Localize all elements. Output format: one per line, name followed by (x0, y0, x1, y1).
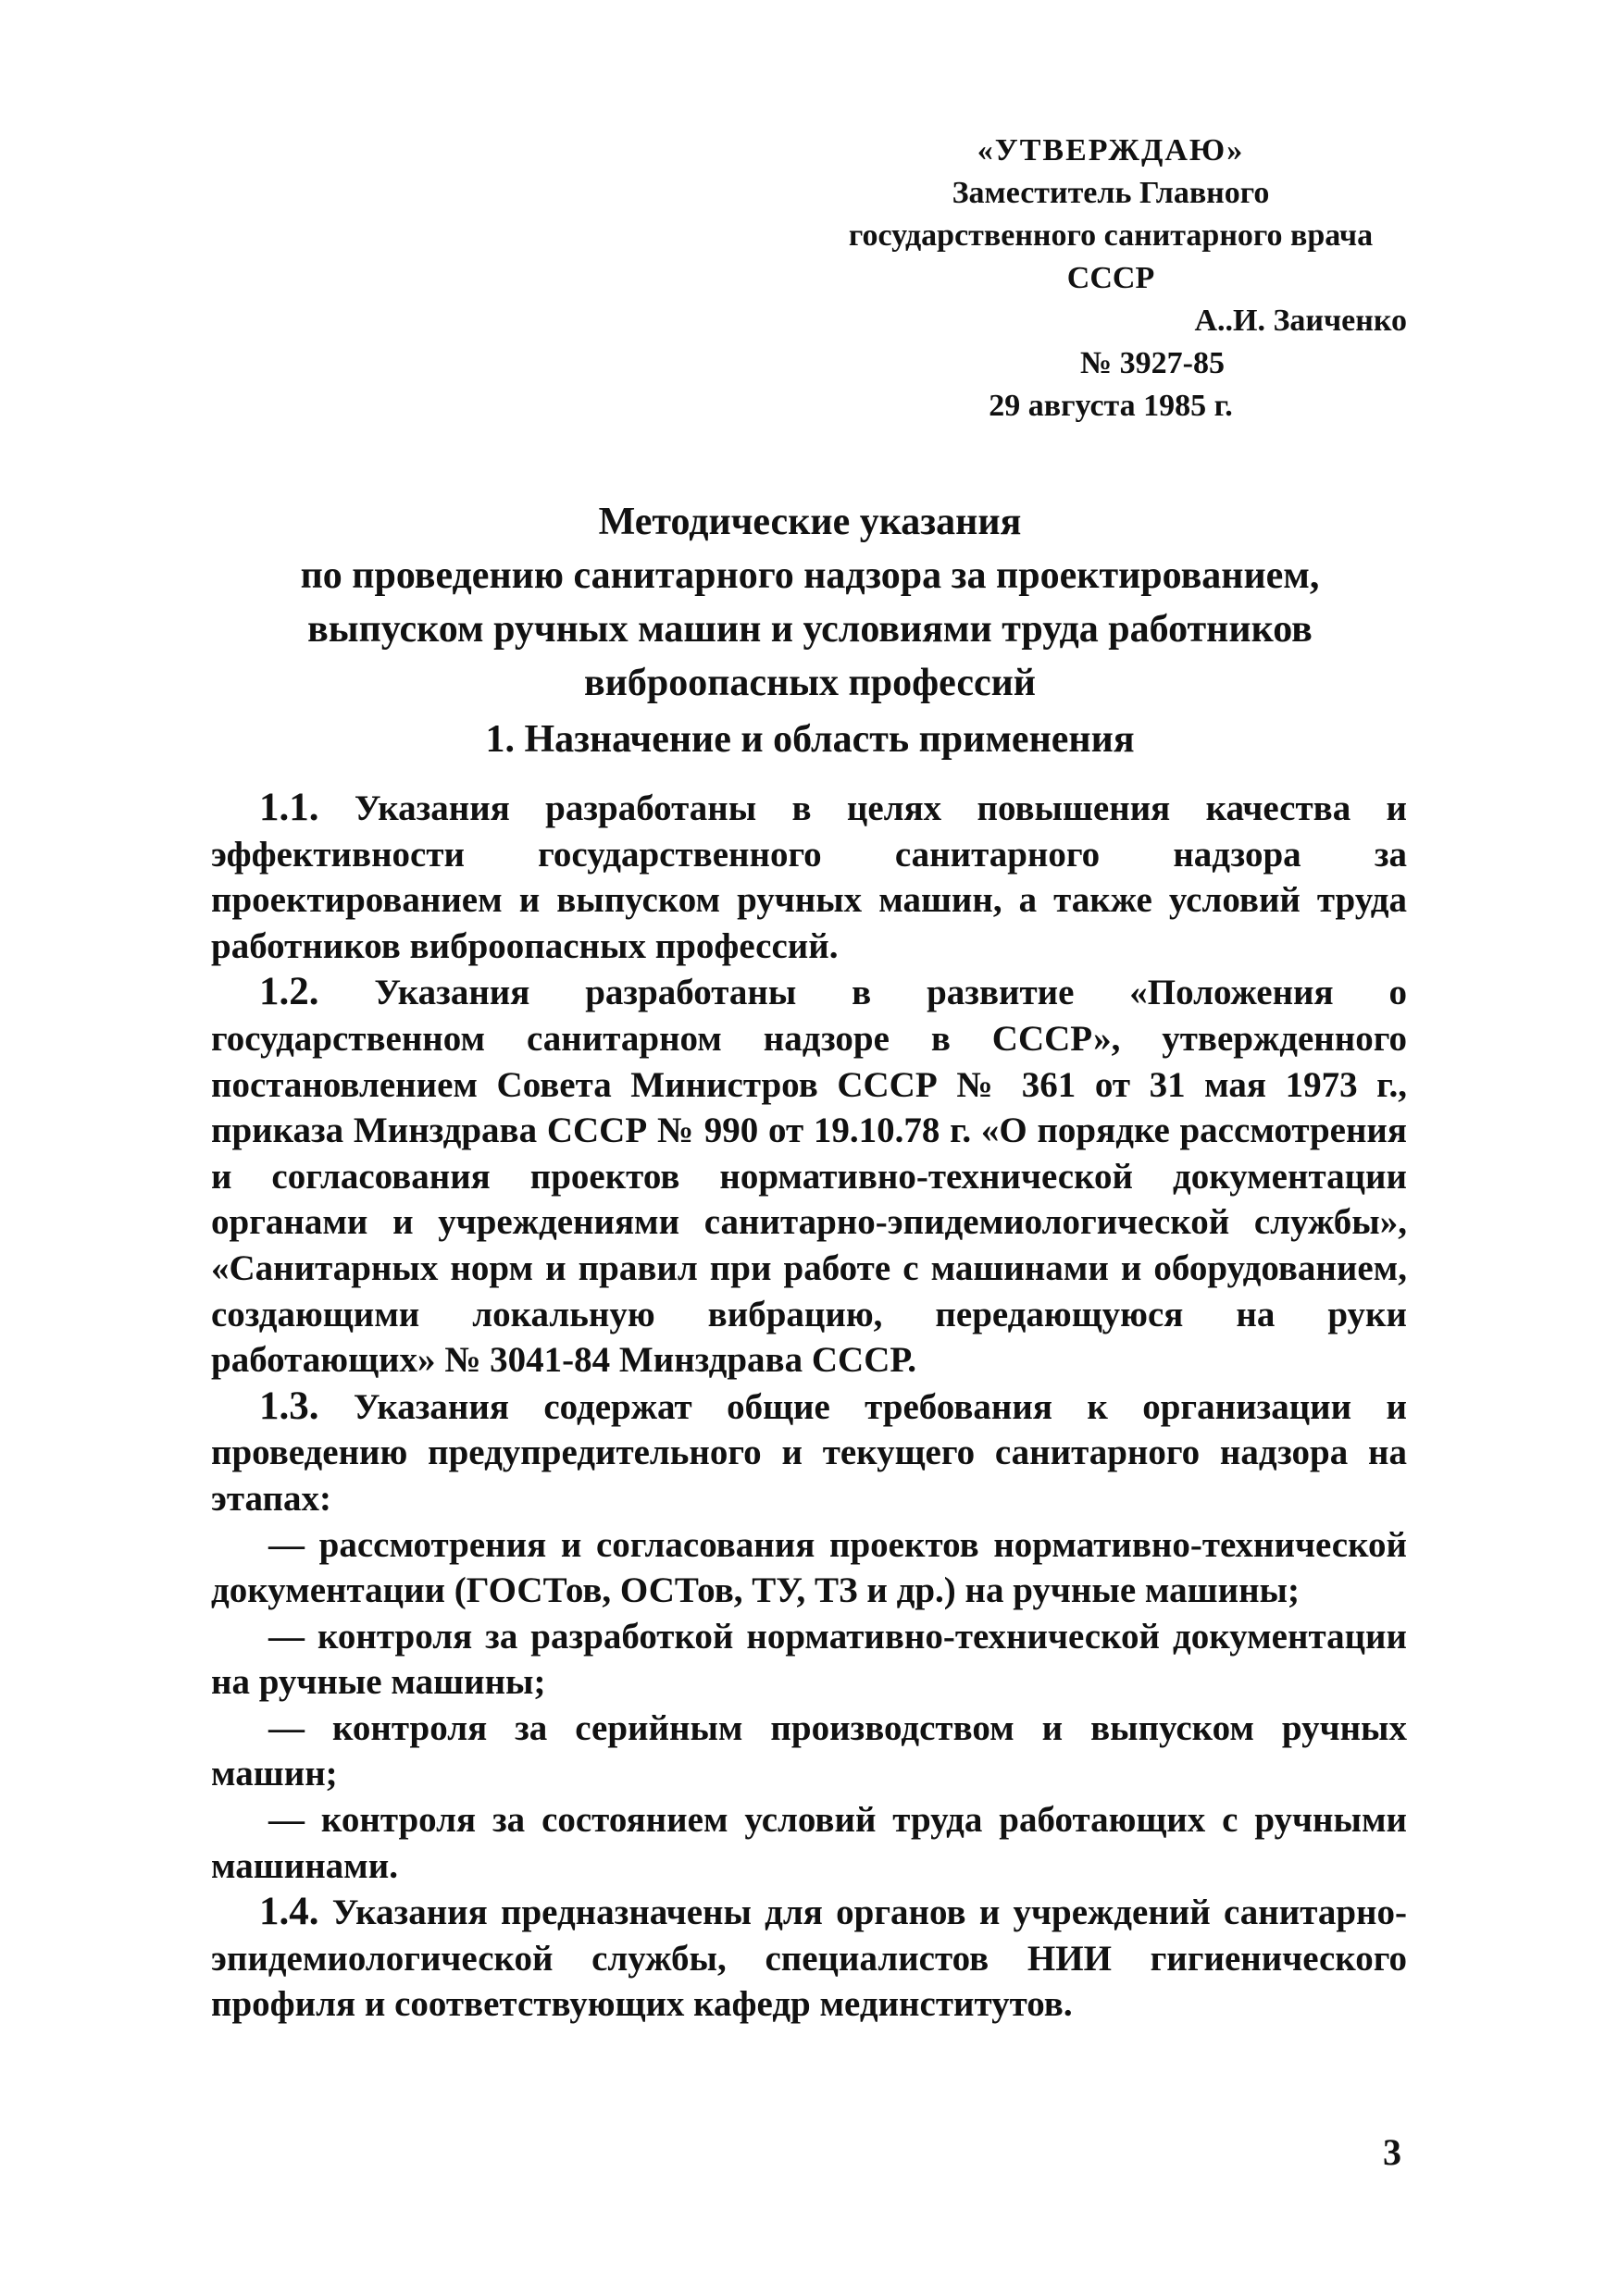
document-title (213, 495, 1407, 710)
approval-stamp: «УТВЕРЖДАЮ» (977, 133, 1245, 168)
section-heading: 1. Назначение и область применения (485, 718, 1135, 761)
title-line: виброопасных профессий (583, 662, 1037, 704)
approver-position-line: СССР (1066, 261, 1155, 295)
section-body (211, 785, 1407, 2028)
stage-list-item: — контроля за серийным производством и выпуском ручных машин; (211, 1707, 1407, 1794)
approver-position-line: государственного санитарного врача (848, 218, 1374, 253)
approver-position-line: Заместитель Главного (952, 176, 1270, 210)
approval-number: № 3927-85 (1080, 346, 1225, 380)
approval-date: 29 августа 1985 г. (989, 389, 1233, 423)
title-line: выпуском ручных машин и условиями труда работников (307, 608, 1313, 651)
approval-block (796, 130, 1425, 428)
paragraph-text: Указания предназначены для органов и учреждений санитарно-эпидемиологической службы, специалистов НИИ гигиенического профиля и соответствующих кафедр мединститутов. (211, 1893, 1407, 2025)
paragraph-number: 1.2. (259, 970, 319, 1014)
paragraph-number: 1.3. (259, 1384, 319, 1428)
paragraph-number: 1.4. (259, 1890, 319, 1934)
paragraph-1-4 (211, 1889, 1407, 2028)
stage-list-item: — контроля за состоянием условий труда работающих с ручными машинами. (211, 1800, 1407, 1886)
paragraph-1-2 (211, 969, 1407, 1383)
title-line: по проведению санитарного надзора за проектированием, (300, 554, 1320, 597)
approver-name: А..И. Заиченко (1194, 304, 1407, 338)
paragraph-number: 1.1. (259, 786, 319, 829)
paragraph-text: Указания разработаны в развитие «Положения о государственном санитарном надзоре в СССР», утвержденного постановлением Совета Министров СССР № 361 от 31 мая 1973 г., приказа Минздрава СССР № 990 от 19.10.78 г. «О порядке рассмотрения и согласования проектов нормативно-технической документации органами и учреждениями санитарно-эпидемиологической службы», «Санитарных норм и правил при работе с машинами и оборудованием, создающими локальную вибрацию, передающуюся на руки работающих» № 3041-84 Минздрава СССР. (211, 973, 1407, 1381)
page-number: 3 (1383, 2131, 1401, 2173)
paragraph-text: Указания разработаны в целях повышения качества и эффективности государственного санитарного надзора за проектированием и выпуском ручных машин, а также условий труда работников виброопасных профессий. (211, 788, 1407, 966)
stage-list-item: — рассмотрения и согласования проектов нормативно-технической документации (ГОСТов, ОСТов, ТУ, ТЗ и др.) на ручные машины; (211, 1524, 1407, 1611)
paragraph-1-3 (211, 1384, 1407, 1522)
paragraph-1-1 (211, 785, 1407, 969)
paragraph-text: Указания содержат общие требования к организации и проведению предупредительного и текущего санитарного надзора на этапах: (211, 1386, 1407, 1519)
stage-list-item: — контроля за разработкой нормативно-технической документации на ручные машины; (211, 1616, 1407, 1703)
title-line: Методические указания (598, 501, 1022, 543)
